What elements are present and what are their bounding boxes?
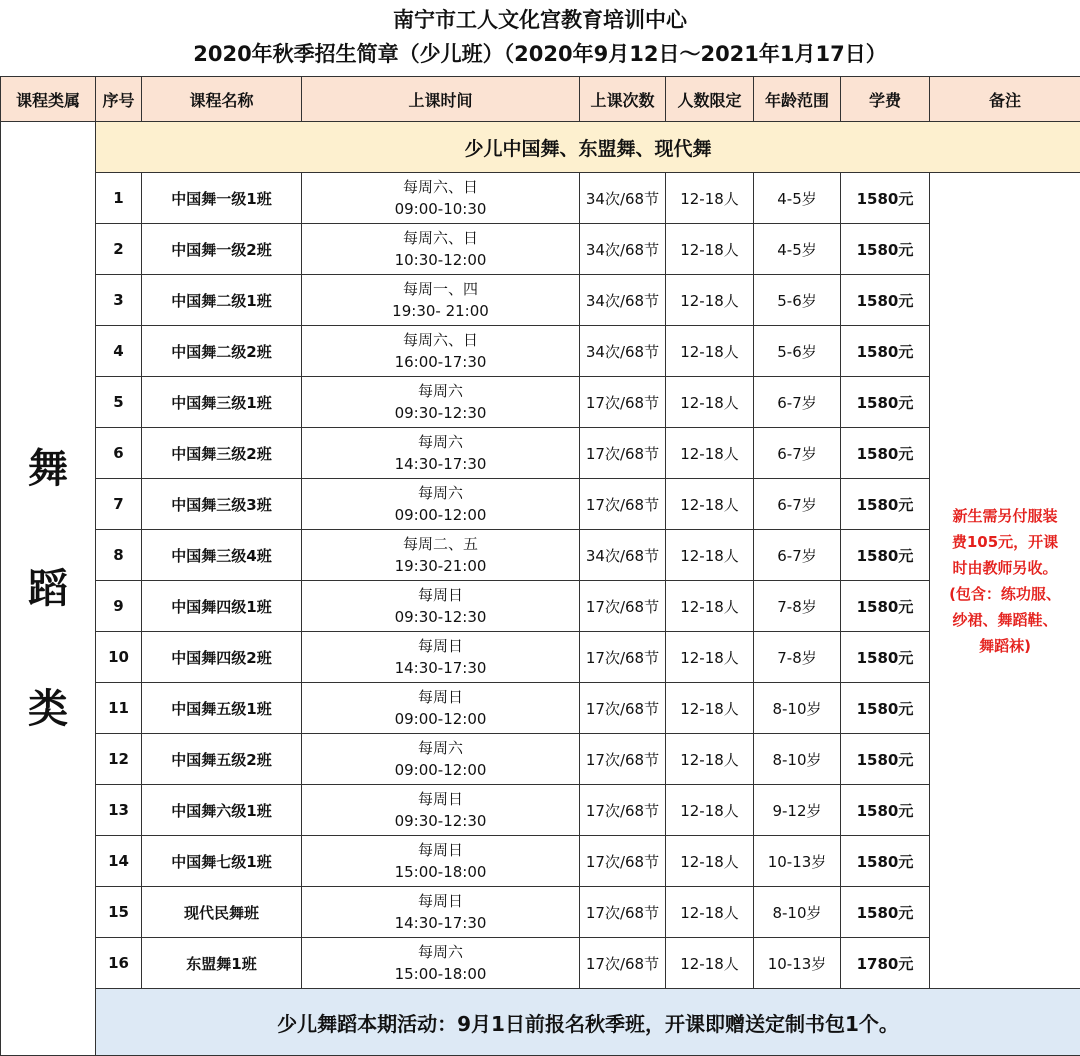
schedule-time: 10:30-12:00 — [394, 251, 487, 269]
class-size: 12-18人 — [666, 377, 754, 428]
course-sessions: 17次/68节 — [580, 836, 666, 887]
course-schedule — [302, 632, 580, 683]
class-size: 12-18人 — [666, 428, 754, 479]
course-sessions: 34次/68节 — [580, 173, 666, 224]
age-range: 8-10岁 — [754, 734, 841, 785]
course-sessions: 17次/68节 — [580, 887, 666, 938]
age-range: 6-7岁 — [754, 479, 841, 530]
course-name: 现代民舞班 — [142, 887, 302, 938]
category-char: 类 — [28, 685, 68, 732]
course-row — [1, 785, 1080, 836]
course-name: 中国舞一级1班 — [142, 173, 302, 224]
class-size: 12-18人 — [666, 785, 754, 836]
course-sessions: 34次/68节 — [580, 224, 666, 275]
tuition-fee: 1580元 — [841, 275, 930, 326]
col-header: 上课时间 — [302, 77, 580, 122]
class-size: 12-18人 — [666, 173, 754, 224]
course-schedule — [302, 377, 580, 428]
course-row — [1, 275, 1080, 326]
course-sessions: 17次/68节 — [580, 377, 666, 428]
course-number: 13 — [96, 785, 142, 836]
schedule-time: 09:00-12:00 — [394, 710, 487, 728]
course-number: 15 — [96, 887, 142, 938]
remarks-note — [930, 173, 1080, 989]
schedule-days: 每周六、日 — [402, 331, 478, 349]
tuition-fee: 1580元 — [841, 428, 930, 479]
course-row — [1, 326, 1080, 377]
schedule-time: 14:30-17:30 — [394, 659, 487, 677]
age-range: 7-8岁 — [754, 581, 841, 632]
schedule-time: 09:00-12:00 — [394, 506, 487, 524]
age-range: 8-10岁 — [754, 887, 841, 938]
course-schedule — [302, 326, 580, 377]
tuition-fee: 1580元 — [841, 887, 930, 938]
schedule-time: 15:00-18:00 — [394, 863, 487, 881]
tuition-fee: 1580元 — [841, 836, 930, 887]
course-sessions: 17次/68节 — [580, 581, 666, 632]
course-number: 12 — [96, 734, 142, 785]
schedule-days: 每周六、日 — [402, 178, 478, 196]
schedule-days: 每周一、四 — [402, 280, 478, 298]
course-sessions: 34次/68节 — [580, 275, 666, 326]
course-number: 16 — [96, 938, 142, 989]
age-range: 7-8岁 — [754, 632, 841, 683]
course-schedule — [302, 683, 580, 734]
note-line: 时由教师另收。 — [952, 558, 1058, 577]
course-name: 中国舞三级2班 — [142, 428, 302, 479]
course-number: 14 — [96, 836, 142, 887]
course-sessions: 17次/68节 — [580, 479, 666, 530]
age-range: 10-13岁 — [754, 938, 841, 989]
schedule-days: 每周日 — [417, 841, 463, 859]
course-sessions: 17次/68节 — [580, 785, 666, 836]
course-number: 4 — [96, 326, 142, 377]
category-char: 蹈 — [28, 565, 68, 612]
age-range: 5-6岁 — [754, 275, 841, 326]
tuition-fee: 1580元 — [841, 479, 930, 530]
class-size: 12-18人 — [666, 224, 754, 275]
age-range: 9-12岁 — [754, 785, 841, 836]
course-number: 11 — [96, 683, 142, 734]
class-size: 12-18人 — [666, 326, 754, 377]
schedule-days: 每周六 — [417, 433, 463, 451]
course-sessions: 34次/68节 — [580, 326, 666, 377]
course-number: 2 — [96, 224, 142, 275]
schedule-time: 19:30-21:00 — [394, 557, 487, 575]
tuition-fee: 1580元 — [841, 224, 930, 275]
course-schedule — [302, 479, 580, 530]
course-row — [1, 734, 1080, 785]
schedule-days: 每周日 — [417, 790, 463, 808]
col-header: 课程名称 — [142, 77, 302, 122]
course-row — [1, 173, 1080, 224]
schedule-time: 16:00-17:30 — [394, 353, 487, 371]
title-line-2: 2020年秋季招生简章（少儿班）（2020年9月12日～2021年1月17日） — [193, 42, 887, 66]
course-number: 10 — [96, 632, 142, 683]
class-size: 12-18人 — [666, 479, 754, 530]
schedule-days: 每周日 — [417, 586, 463, 604]
course-number: 8 — [96, 530, 142, 581]
class-size: 12-18人 — [666, 734, 754, 785]
section-subheader: 少儿中国舞、东盟舞、现代舞 — [96, 122, 1080, 173]
schedule-time: 09:30-12:30 — [394, 404, 487, 422]
age-range: 6-7岁 — [754, 377, 841, 428]
class-size: 12-18人 — [666, 836, 754, 887]
course-row — [1, 581, 1080, 632]
course-schedule — [302, 530, 580, 581]
tuition-fee: 1580元 — [841, 734, 930, 785]
tuition-fee: 1580元 — [841, 581, 930, 632]
course-name: 中国舞三级1班 — [142, 377, 302, 428]
note-line: 舞蹈袜) — [979, 636, 1031, 655]
schedule-time: 09:30-12:30 — [394, 608, 487, 626]
course-row — [1, 632, 1080, 683]
age-range: 6-7岁 — [754, 428, 841, 479]
schedule-days: 每周六 — [417, 739, 463, 757]
course-name: 中国舞二级2班 — [142, 326, 302, 377]
col-header: 课程类属 — [1, 77, 96, 122]
course-name: 中国舞五级1班 — [142, 683, 302, 734]
class-size: 12-18人 — [666, 581, 754, 632]
schedule-days: 每周二、五 — [402, 535, 478, 553]
tuition-fee: 1580元 — [841, 632, 930, 683]
tuition-fee: 1580元 — [841, 326, 930, 377]
schedule-days: 每周六、日 — [402, 229, 478, 247]
header-row — [1, 77, 1080, 122]
class-size: 12-18人 — [666, 887, 754, 938]
course-table — [0, 76, 1080, 1056]
course-name: 中国舞七级1班 — [142, 836, 302, 887]
col-header: 人数限定 — [666, 77, 754, 122]
course-schedule — [302, 887, 580, 938]
tuition-fee: 1580元 — [841, 173, 930, 224]
note-line: 新生需另付服装 — [952, 506, 1058, 525]
course-row — [1, 479, 1080, 530]
course-name: 中国舞三级3班 — [142, 479, 302, 530]
course-number: 6 — [96, 428, 142, 479]
age-range: 6-7岁 — [754, 530, 841, 581]
schedule-time: 14:30-17:30 — [394, 914, 487, 932]
course-sessions: 17次/68节 — [580, 734, 666, 785]
course-row — [1, 887, 1080, 938]
course-number: 7 — [96, 479, 142, 530]
col-header: 年龄范围 — [754, 77, 841, 122]
course-row — [1, 836, 1080, 887]
category-char: 舞 — [28, 445, 68, 492]
schedule-days: 每周六 — [417, 943, 463, 961]
tuition-fee: 1580元 — [841, 377, 930, 428]
tuition-fee: 1780元 — [841, 938, 930, 989]
course-name: 中国舞一级2班 — [142, 224, 302, 275]
course-sessions: 17次/68节 — [580, 683, 666, 734]
col-header: 学费 — [841, 77, 930, 122]
schedule-time: 09:00-12:00 — [394, 761, 487, 779]
footer-row — [1, 989, 1080, 1056]
tuition-fee: 1580元 — [841, 785, 930, 836]
col-header: 序号 — [96, 77, 142, 122]
schedule-time: 15:00-18:00 — [394, 965, 487, 983]
course-name: 中国舞三级4班 — [142, 530, 302, 581]
schedule-time: 14:30-17:30 — [394, 455, 487, 473]
class-size: 12-18人 — [666, 632, 754, 683]
course-schedule — [302, 836, 580, 887]
category-cell — [1, 122, 96, 1056]
schedule-time: 19:30- 21:00 — [392, 302, 489, 320]
course-schedule — [302, 581, 580, 632]
course-name: 中国舞五级2班 — [142, 734, 302, 785]
course-name: 中国舞四级2班 — [142, 632, 302, 683]
course-row — [1, 377, 1080, 428]
col-header: 上课次数 — [580, 77, 666, 122]
schedule-time: 09:00-10:30 — [394, 200, 487, 218]
note-line: 费105元，开课 — [951, 532, 1059, 551]
promotion-footer: 少儿舞蹈本期活动：9月1日前报名秋季班，开课即赠送定制书包1个。 — [96, 989, 1080, 1056]
course-sessions: 34次/68节 — [580, 530, 666, 581]
course-row — [1, 683, 1080, 734]
class-size: 12-18人 — [666, 683, 754, 734]
course-schedule — [302, 173, 580, 224]
note-line: (包含：练功服、 — [949, 584, 1061, 603]
age-range: 4-5岁 — [754, 173, 841, 224]
course-name: 中国舞四级1班 — [142, 581, 302, 632]
title-line-1: 南宁市工人文化宫教育培训中心 — [393, 8, 687, 32]
course-schedule — [302, 224, 580, 275]
course-sessions: 17次/68节 — [580, 428, 666, 479]
age-range: 4-5岁 — [754, 224, 841, 275]
course-row — [1, 938, 1080, 989]
course-row — [1, 428, 1080, 479]
age-range: 10-13岁 — [754, 836, 841, 887]
course-number: 5 — [96, 377, 142, 428]
course-schedule — [302, 275, 580, 326]
age-range: 5-6岁 — [754, 326, 841, 377]
course-number: 3 — [96, 275, 142, 326]
course-name: 中国舞六级1班 — [142, 785, 302, 836]
schedule-days: 每周日 — [417, 892, 463, 910]
course-number: 9 — [96, 581, 142, 632]
schedule-days: 每周六 — [417, 484, 463, 502]
course-schedule — [302, 428, 580, 479]
course-schedule — [302, 734, 580, 785]
course-sessions: 17次/68节 — [580, 632, 666, 683]
tuition-fee: 1580元 — [841, 683, 930, 734]
course-row — [1, 224, 1080, 275]
schedule-days: 每周日 — [417, 637, 463, 655]
course-sessions: 17次/68节 — [580, 938, 666, 989]
class-size: 12-18人 — [666, 938, 754, 989]
course-schedule — [302, 785, 580, 836]
subheader-row — [1, 122, 1080, 173]
class-size: 12-18人 — [666, 275, 754, 326]
tuition-fee: 1580元 — [841, 530, 930, 581]
class-size: 12-18人 — [666, 530, 754, 581]
course-row — [1, 530, 1080, 581]
course-number: 1 — [96, 173, 142, 224]
document-title — [0, 0, 1080, 76]
course-name: 东盟舞1班 — [142, 938, 302, 989]
course-schedule — [302, 938, 580, 989]
col-header: 备注 — [930, 77, 1080, 122]
schedule-days: 每周日 — [417, 688, 463, 706]
course-name: 中国舞二级1班 — [142, 275, 302, 326]
age-range: 8-10岁 — [754, 683, 841, 734]
schedule-days: 每周六 — [417, 382, 463, 400]
note-line: 纱裙、舞蹈鞋、 — [952, 610, 1058, 629]
schedule-time: 09:30-12:30 — [394, 812, 487, 830]
